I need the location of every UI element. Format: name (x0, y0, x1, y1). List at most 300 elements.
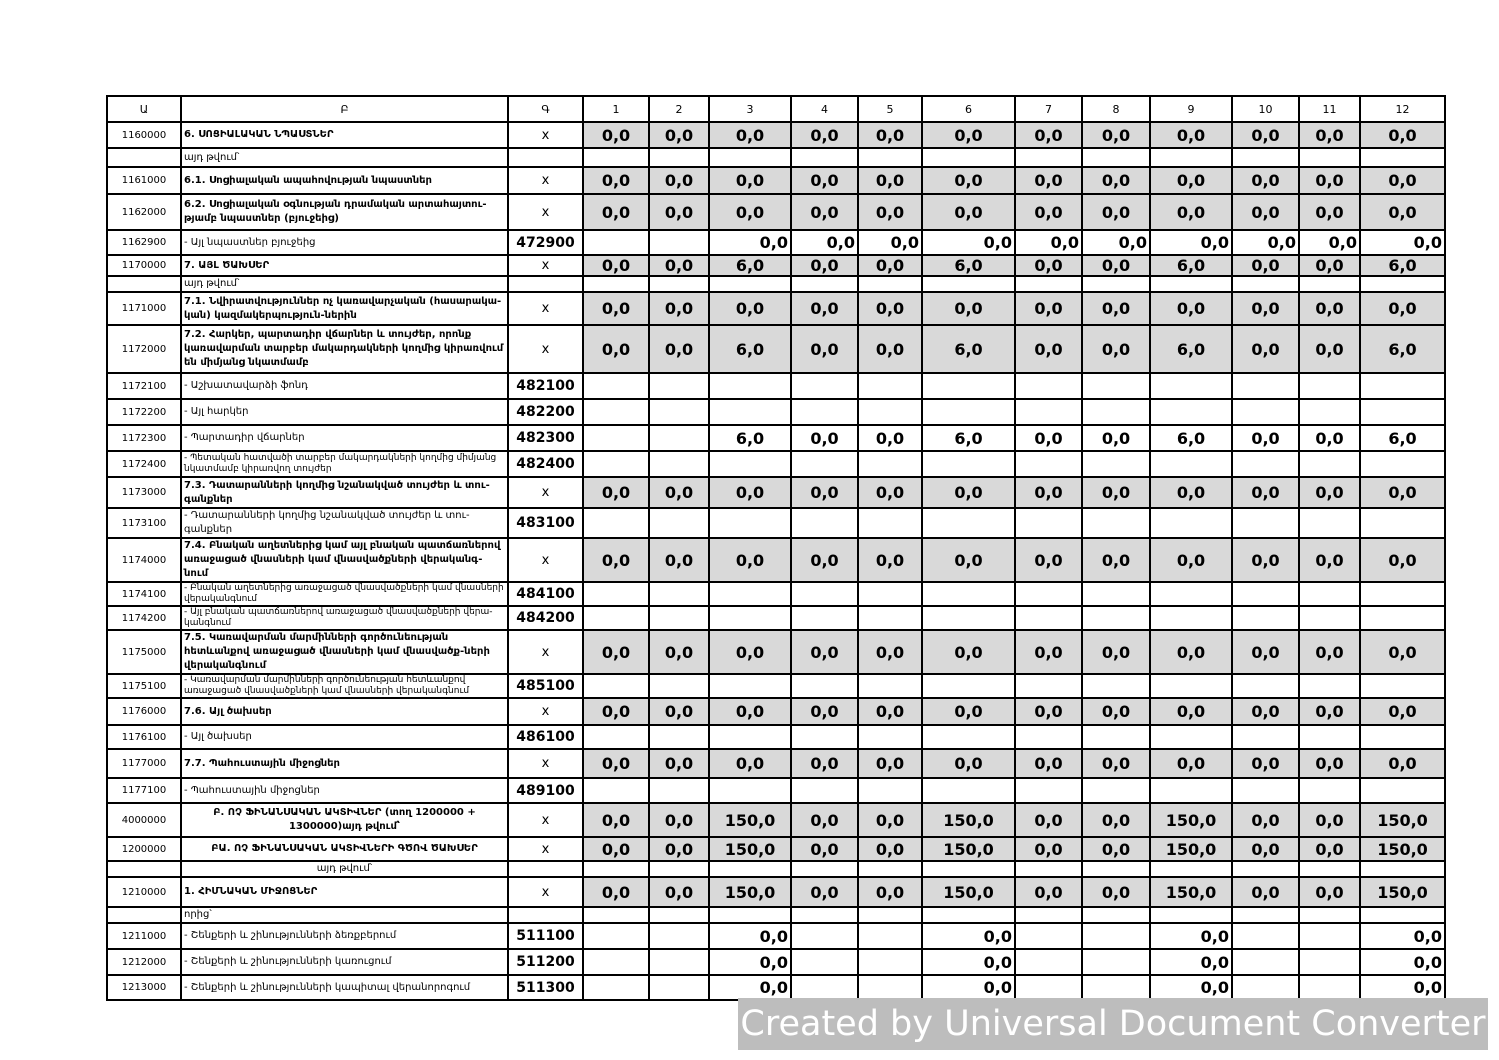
row-code (107, 276, 181, 292)
value-cell (1232, 451, 1299, 477)
value-cell: 0,0 (791, 630, 858, 674)
value-cell (1082, 582, 1150, 606)
row-g-code: x (508, 749, 583, 778)
row-code: 1175000 (107, 630, 181, 674)
row-g-code: x (508, 837, 583, 861)
value-cell (1232, 778, 1299, 803)
table-row (107, 325, 1445, 373)
value-cell: 0,0 (1232, 538, 1299, 582)
value-cell (791, 923, 858, 949)
value-cell (1360, 148, 1445, 167)
value-cell (1299, 949, 1360, 975)
value-cell (1150, 606, 1232, 630)
table-row (107, 230, 1445, 255)
value-cell: 0,0 (791, 194, 858, 230)
row-code: 1162900 (107, 230, 181, 255)
value-cell: 0,0 (791, 230, 858, 255)
value-cell: 0,0 (1015, 292, 1082, 325)
value-cell (583, 674, 649, 698)
value-cell: 0,0 (649, 477, 709, 508)
value-cell (1015, 861, 1082, 877)
row-code: 1172100 (107, 373, 181, 399)
value-cell (1299, 276, 1360, 292)
value-cell (1015, 778, 1082, 803)
row-code: 1175100 (107, 674, 181, 698)
table-row (107, 148, 1445, 167)
row-name: 7.3. Դատարանների կողմից նշանակված տույժեր և տու-գանքներ (181, 477, 508, 508)
value-cell (583, 148, 649, 167)
value-cell (791, 778, 858, 803)
value-cell (583, 425, 649, 451)
value-cell: 0,0 (1015, 122, 1082, 148)
row-code: 1172200 (107, 399, 181, 425)
value-cell: 0,0 (922, 749, 1015, 778)
value-cell (583, 451, 649, 477)
value-cell: 0,0 (1082, 425, 1150, 451)
value-cell: 0,0 (1150, 538, 1232, 582)
value-cell (1150, 148, 1232, 167)
row-code: 1212000 (107, 949, 181, 975)
value-cell (583, 861, 649, 877)
value-cell: 0,0 (649, 325, 709, 373)
value-cell (709, 606, 791, 630)
value-cell (922, 373, 1015, 399)
value-cell (858, 725, 922, 749)
value-cell: 0,0 (1232, 230, 1299, 255)
value-cell: 0,0 (1150, 975, 1232, 1000)
value-cell (791, 373, 858, 399)
value-cell (1015, 907, 1082, 923)
value-cell (1232, 399, 1299, 425)
value-cell: 0,0 (922, 477, 1015, 508)
value-cell: 0,0 (1232, 837, 1299, 861)
value-cell: 0,0 (1015, 538, 1082, 582)
value-cell (1232, 907, 1299, 923)
value-cell (1299, 923, 1360, 949)
row-code: 1177000 (107, 749, 181, 778)
value-cell: 0,0 (791, 292, 858, 325)
value-cell (649, 373, 709, 399)
value-cell (583, 725, 649, 749)
value-cell (1150, 778, 1232, 803)
value-cell (1299, 148, 1360, 167)
value-cell: 0,0 (1150, 949, 1232, 975)
row-name: - Այլ նպաստներ բյուջեից (181, 230, 508, 255)
value-cell: 0,0 (1015, 255, 1082, 276)
value-cell (858, 923, 922, 949)
value-cell: 150,0 (709, 877, 791, 907)
value-cell (1150, 276, 1232, 292)
row-code: 1173100 (107, 508, 181, 538)
table-row (107, 949, 1445, 975)
column-header: Ա (107, 96, 181, 122)
value-cell (1299, 451, 1360, 477)
value-cell (583, 975, 649, 1000)
table-row (107, 674, 1445, 698)
value-cell (1150, 674, 1232, 698)
value-cell (791, 508, 858, 538)
value-cell (1015, 582, 1082, 606)
row-g-code: 482300 (508, 425, 583, 451)
value-cell (1082, 949, 1150, 975)
value-cell: 0,0 (709, 923, 791, 949)
value-cell (1299, 725, 1360, 749)
row-g-code: x (508, 698, 583, 725)
value-cell (709, 451, 791, 477)
value-cell (922, 606, 1015, 630)
value-cell (1082, 923, 1150, 949)
value-cell: 0,0 (1299, 425, 1360, 451)
value-cell: 0,0 (922, 923, 1015, 949)
value-cell: 0,0 (1232, 122, 1299, 148)
value-cell (709, 861, 791, 877)
value-cell: 0,0 (1082, 255, 1150, 276)
value-cell: 0,0 (1150, 194, 1232, 230)
value-cell: 0,0 (1015, 803, 1082, 837)
value-cell (649, 725, 709, 749)
value-cell (1232, 373, 1299, 399)
value-cell: 0,0 (1015, 749, 1082, 778)
value-cell (1082, 508, 1150, 538)
value-cell: 0,0 (922, 949, 1015, 975)
value-cell: 0,0 (709, 749, 791, 778)
value-cell: 150,0 (1360, 803, 1445, 837)
value-cell: 0,0 (583, 698, 649, 725)
value-cell: 0,0 (1082, 194, 1150, 230)
value-cell: 0,0 (1232, 477, 1299, 508)
value-cell (791, 674, 858, 698)
value-cell (922, 276, 1015, 292)
value-cell (858, 148, 922, 167)
value-cell (1082, 148, 1150, 167)
value-cell: 6,0 (1360, 325, 1445, 373)
value-cell: 0,0 (1360, 698, 1445, 725)
value-cell (1232, 949, 1299, 975)
value-cell (1360, 725, 1445, 749)
value-cell: 0,0 (709, 949, 791, 975)
value-cell (649, 451, 709, 477)
value-cell (1360, 907, 1445, 923)
value-cell (858, 451, 922, 477)
value-cell (649, 399, 709, 425)
value-cell (649, 778, 709, 803)
row-code: 1210000 (107, 877, 181, 907)
value-cell (709, 508, 791, 538)
value-cell (1232, 148, 1299, 167)
row-g-code: 486100 (508, 725, 583, 749)
value-cell (1082, 373, 1150, 399)
row-code: 1174000 (107, 538, 181, 582)
table-row (107, 167, 1445, 194)
value-cell: 0,0 (709, 230, 791, 255)
value-cell: 0,0 (1232, 630, 1299, 674)
value-cell (1082, 861, 1150, 877)
value-cell (791, 949, 858, 975)
value-cell (1150, 582, 1232, 606)
value-cell: 0,0 (1360, 122, 1445, 148)
value-cell (791, 861, 858, 877)
row-g-code: 484100 (508, 582, 583, 606)
value-cell: 0,0 (858, 877, 922, 907)
value-cell (1232, 923, 1299, 949)
value-cell: 0,0 (858, 837, 922, 861)
value-cell: 150,0 (709, 837, 791, 861)
value-cell (1360, 778, 1445, 803)
value-cell (1082, 606, 1150, 630)
value-cell (649, 425, 709, 451)
value-cell: 0,0 (922, 122, 1015, 148)
row-g-code: x (508, 803, 583, 837)
value-cell (858, 606, 922, 630)
value-cell (649, 276, 709, 292)
column-header: 11 (1299, 96, 1360, 122)
row-g-code: x (508, 255, 583, 276)
value-cell: 6,0 (1150, 325, 1232, 373)
column-header: 2 (649, 96, 709, 122)
value-cell (1082, 907, 1150, 923)
value-cell (1015, 674, 1082, 698)
row-code: 1161000 (107, 167, 181, 194)
value-cell: 0,0 (791, 167, 858, 194)
value-cell: 150,0 (1150, 837, 1232, 861)
value-cell: 0,0 (583, 538, 649, 582)
row-code (107, 907, 181, 923)
column-header: 5 (858, 96, 922, 122)
value-cell (922, 451, 1015, 477)
table-row (107, 276, 1445, 292)
value-cell (1150, 508, 1232, 538)
value-cell (1150, 373, 1232, 399)
table-row (107, 194, 1445, 230)
value-cell: 0,0 (1150, 630, 1232, 674)
row-name: - Այլ հարկեր (181, 399, 508, 425)
value-cell (858, 674, 922, 698)
value-cell: 0,0 (1232, 698, 1299, 725)
value-cell: 0,0 (1299, 230, 1360, 255)
value-cell (709, 276, 791, 292)
value-cell: 0,0 (1299, 194, 1360, 230)
value-cell: 0,0 (858, 292, 922, 325)
row-name: 7.7. Պահուստային միջոցներ (181, 749, 508, 778)
row-g-code (508, 276, 583, 292)
value-cell: 0,0 (1360, 923, 1445, 949)
value-cell: 0,0 (1299, 877, 1360, 907)
value-cell (1082, 725, 1150, 749)
value-cell: 0,0 (583, 122, 649, 148)
value-cell: 0,0 (1299, 325, 1360, 373)
value-cell (709, 907, 791, 923)
value-cell: 6,0 (922, 325, 1015, 373)
table-row (107, 292, 1445, 325)
value-cell: 0,0 (1299, 837, 1360, 861)
value-cell (649, 674, 709, 698)
value-cell: 0,0 (858, 325, 922, 373)
value-cell (583, 907, 649, 923)
value-cell (649, 923, 709, 949)
value-cell: 0,0 (709, 194, 791, 230)
value-cell: 0,0 (1150, 167, 1232, 194)
table-row (107, 508, 1445, 538)
value-cell: 0,0 (858, 538, 922, 582)
value-cell (649, 230, 709, 255)
row-code: 1174200 (107, 606, 181, 630)
value-cell (1015, 949, 1082, 975)
value-cell: 0,0 (709, 292, 791, 325)
row-name: - Շենքերի և շինությունների կապիտալ վերանորոգում (181, 975, 508, 1000)
value-cell: 0,0 (791, 837, 858, 861)
value-cell: 6,0 (1150, 425, 1232, 451)
value-cell: 0,0 (1082, 230, 1150, 255)
value-cell (1015, 606, 1082, 630)
value-cell (583, 949, 649, 975)
value-cell (583, 508, 649, 538)
value-cell: 0,0 (791, 538, 858, 582)
row-name: 7.6. Այլ ծախսեր (181, 698, 508, 725)
value-cell: 150,0 (1360, 837, 1445, 861)
value-cell: 0,0 (649, 292, 709, 325)
column-header: 12 (1360, 96, 1445, 122)
value-cell: 0,0 (1360, 477, 1445, 508)
value-cell: 0,0 (791, 122, 858, 148)
value-cell (709, 778, 791, 803)
value-cell: 0,0 (1015, 877, 1082, 907)
row-g-code: 482400 (508, 451, 583, 477)
value-cell: 0,0 (1150, 749, 1232, 778)
row-name: որից՝ (181, 907, 508, 923)
value-cell: 0,0 (1232, 425, 1299, 451)
value-cell: 0,0 (922, 194, 1015, 230)
value-cell: 0,0 (1360, 975, 1445, 1000)
table-row (107, 538, 1445, 582)
value-cell (583, 606, 649, 630)
table-row (107, 373, 1445, 399)
value-cell (1360, 861, 1445, 877)
row-name: - Շենքերի և շինությունների կառուցում (181, 949, 508, 975)
value-cell: 0,0 (1015, 167, 1082, 194)
value-cell (922, 148, 1015, 167)
value-cell: 150,0 (1360, 877, 1445, 907)
value-cell: 0,0 (709, 538, 791, 582)
table-row (107, 877, 1445, 907)
value-cell (1299, 606, 1360, 630)
table-row (107, 255, 1445, 276)
row-name: 7. ԱՅԼ ԾԱԽՍԵՐ (181, 255, 508, 276)
row-code: 1176000 (107, 698, 181, 725)
value-cell: 0,0 (649, 837, 709, 861)
value-cell (922, 674, 1015, 698)
value-cell: 0,0 (1015, 425, 1082, 451)
value-cell: 0,0 (858, 194, 922, 230)
column-header: 4 (791, 96, 858, 122)
value-cell: 0,0 (858, 803, 922, 837)
value-cell: 6,0 (1360, 425, 1445, 451)
value-cell: 0,0 (922, 698, 1015, 725)
value-cell: 0,0 (1150, 477, 1232, 508)
value-cell: 0,0 (1360, 292, 1445, 325)
row-code: 4000000 (107, 803, 181, 837)
row-name: - Բնական աղետներից առաջացած վնասվածքների կամ վնասների վերականգնում (181, 582, 508, 606)
value-cell (1150, 907, 1232, 923)
row-g-code (508, 861, 583, 877)
value-cell (922, 508, 1015, 538)
row-code: 1200000 (107, 837, 181, 861)
value-cell (709, 725, 791, 749)
value-cell: 0,0 (583, 255, 649, 276)
value-cell (1360, 582, 1445, 606)
value-cell (922, 399, 1015, 425)
value-cell (1015, 373, 1082, 399)
value-cell: 0,0 (1150, 292, 1232, 325)
row-code: 1173000 (107, 477, 181, 508)
value-cell: 0,0 (709, 975, 791, 1000)
value-cell (649, 975, 709, 1000)
value-cell (583, 276, 649, 292)
row-name: 6.1. Սոցիալական ապահովության նպաստներ (181, 167, 508, 194)
row-name: - Այլ բնական պատճառներով առաջացած վնասվածքների վերա-կանգնում (181, 606, 508, 630)
value-cell: 0,0 (1082, 538, 1150, 582)
value-cell: 0,0 (1360, 194, 1445, 230)
value-cell (791, 276, 858, 292)
value-cell: 0,0 (858, 698, 922, 725)
value-cell: 0,0 (858, 425, 922, 451)
value-cell: 0,0 (1150, 230, 1232, 255)
value-cell: 0,0 (1232, 877, 1299, 907)
row-name: ԲԱ. ՈՉ ՖԻՆԱՆՍԱԿԱՆ ԱԿՏԻՎՆԵՐԻ ԳԾՈՎ ԾԱԽՍԵՐ (181, 837, 508, 861)
value-cell: 0,0 (1299, 630, 1360, 674)
value-cell (1232, 582, 1299, 606)
value-cell: 6,0 (709, 325, 791, 373)
value-cell (858, 508, 922, 538)
column-header: 9 (1150, 96, 1232, 122)
value-cell: 0,0 (1082, 698, 1150, 725)
value-cell (1082, 451, 1150, 477)
value-cell: 0,0 (1082, 877, 1150, 907)
row-g-code: x (508, 122, 583, 148)
value-cell: 0,0 (583, 167, 649, 194)
value-cell (649, 508, 709, 538)
value-cell (1015, 725, 1082, 749)
value-cell: 150,0 (922, 837, 1015, 861)
row-name: Բ. ՈՉ ՖԻՆԱՆՍԱԿԱՆ ԱԿՏԻՎՆԵՐ (տող 1200000 + 1300000)այդ թվում՝ (181, 803, 508, 837)
row-name: - Աշխատավարձի ֆոնդ (181, 373, 508, 399)
value-cell (858, 373, 922, 399)
value-cell (922, 582, 1015, 606)
row-name: այդ թվում՝ (181, 276, 508, 292)
value-cell: 150,0 (922, 803, 1015, 837)
table-row (107, 778, 1445, 803)
row-g-code: 482100 (508, 373, 583, 399)
row-name: 7.2. Հարկեր, պարտադիր վճարներ և տույժեր, որոնք կառավարման տարբեր մակարդակների կողմից կիրառվում են միմյանց նկատմամբ (181, 325, 508, 373)
value-cell: 0,0 (1082, 477, 1150, 508)
row-g-code (508, 907, 583, 923)
table-row (107, 923, 1445, 949)
row-name: - Դատարանների կողմից նշանակված տույժեր և տու-գանքներ (181, 508, 508, 538)
value-cell (1015, 451, 1082, 477)
value-cell (791, 582, 858, 606)
row-name: այդ թվում՝ (181, 148, 508, 167)
row-code: 1160000 (107, 122, 181, 148)
value-cell (649, 861, 709, 877)
row-name: - Կառավարման մարմինների գործունեության հետևանքով առաջացած վնասվածքների կամ վնասների վերականգնում (181, 674, 508, 698)
row-name: 7.5. Կառավարման մարմինների գործունեության հետևանքով առաջացած վնասների կամ վնասվածք-ների վերականգնում (181, 630, 508, 674)
value-cell: 0,0 (858, 749, 922, 778)
value-cell: 0,0 (1360, 630, 1445, 674)
row-g-code: x (508, 877, 583, 907)
value-cell: 0,0 (1232, 167, 1299, 194)
table-row (107, 606, 1445, 630)
value-cell: 0,0 (1150, 698, 1232, 725)
value-cell (1150, 399, 1232, 425)
